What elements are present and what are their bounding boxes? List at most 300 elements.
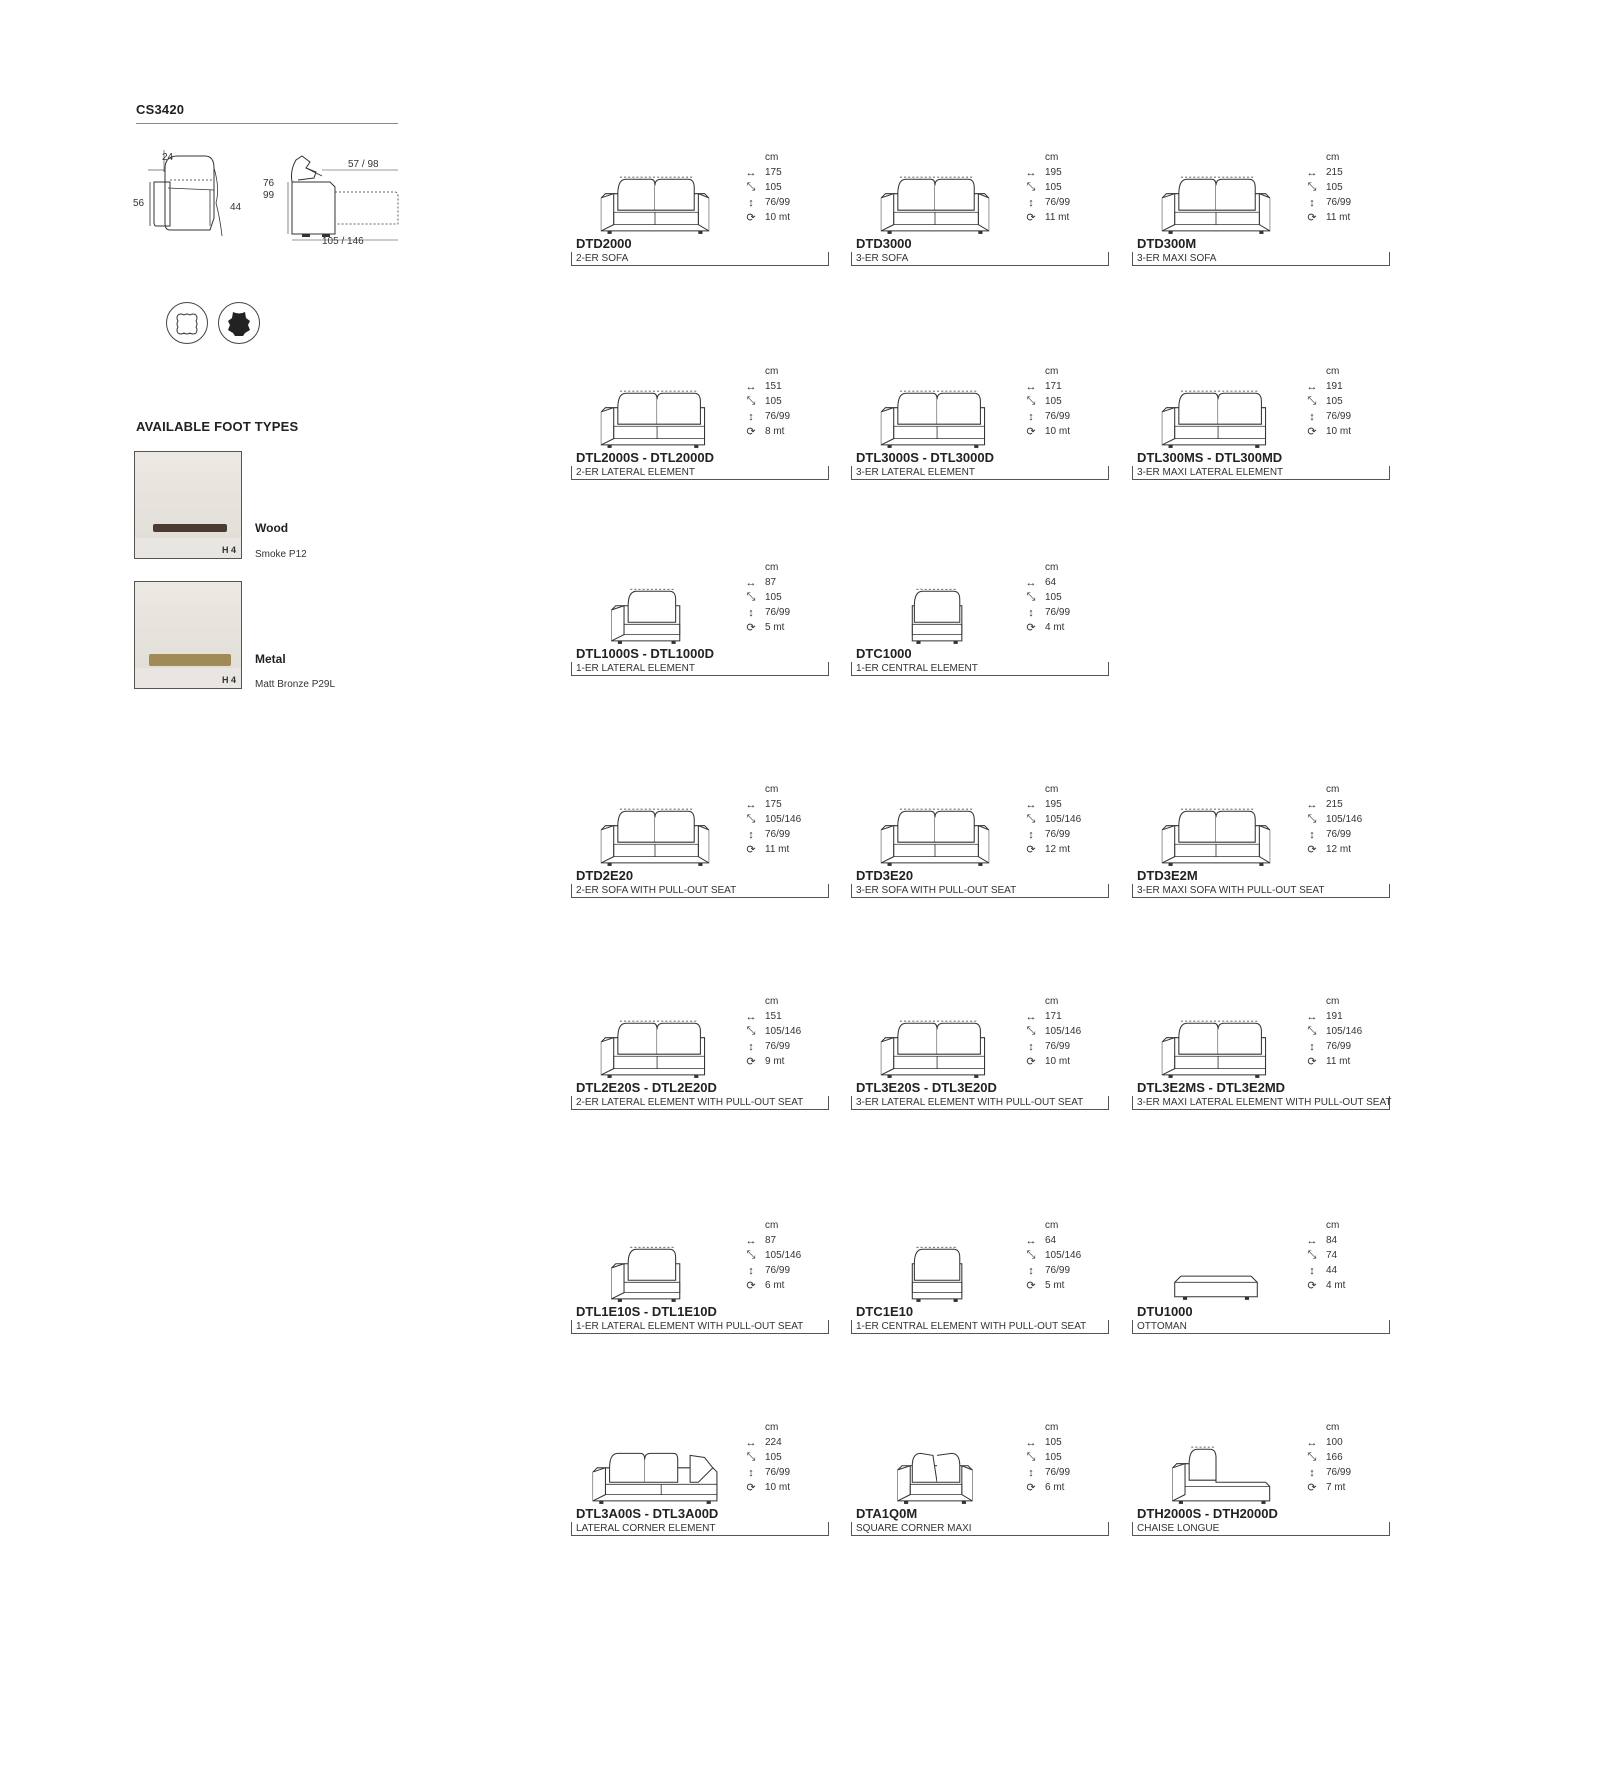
product-drawing: [1152, 378, 1280, 458]
foot-swatch-metal: [134, 581, 242, 689]
spec-unit: cm: [1045, 562, 1059, 573]
product-drawing: [1152, 1434, 1280, 1514]
spec-fabric: ⟳ 9 mt: [741, 1054, 831, 1069]
side-view-diagram: [130, 148, 240, 240]
height-arrow-icon: ↕: [748, 1264, 754, 1277]
foot-height: H 4: [221, 675, 236, 685]
spec-fabric: ⟳ 6 mt: [1021, 1480, 1111, 1495]
product-specs: [1021, 364, 1111, 439]
product-code: DTL3000S - DTL3000D: [856, 450, 994, 465]
foot-types-title: AVAILABLE FOOT TYPES: [136, 419, 299, 434]
product-specs: [1302, 782, 1392, 857]
product-code: DTL2E20S - DTL2E20D: [576, 1080, 717, 1095]
product-drawing: [591, 574, 719, 654]
product-code: DTD2E20: [576, 868, 634, 883]
depth-arrow-icon: ⤡: [746, 591, 756, 603]
product-drawing: [591, 1232, 719, 1312]
product-specs: [1021, 150, 1111, 225]
product-specs: [1302, 994, 1392, 1069]
spec-height: ↕ 76/99: [741, 605, 831, 620]
product-code: DTA1Q0M: [856, 1506, 918, 1521]
spec-height: ↕ 76/99: [1021, 1465, 1111, 1480]
product-specs: [1021, 782, 1111, 857]
spec-fabric: ⟳ 8 mt: [741, 424, 831, 439]
spec-fabric: ⟳ 10 mt: [1021, 1054, 1111, 1069]
height-arrow-icon: ↕: [1028, 606, 1034, 619]
spec-unit: cm: [1326, 1422, 1340, 1433]
product-description: 2-ER LATERAL ELEMENT WITH PULL-OUT SEAT: [571, 1096, 829, 1110]
side-dim-right: 44: [230, 202, 242, 213]
product-specs: [1021, 1218, 1111, 1293]
fabric-meters-icon: ⟳: [1307, 426, 1317, 438]
width-arrow-icon: ↔: [1025, 166, 1037, 179]
width-arrow-icon: ↔: [1025, 576, 1037, 589]
spec-depth: ⤡ 74: [1302, 1248, 1392, 1263]
spec-depth: ⤡ 105: [741, 590, 831, 605]
fabric-meters-icon: ⟳: [746, 1056, 756, 1068]
product-card: [571, 994, 833, 1134]
spec-height: ↕ 76/99: [1302, 195, 1392, 210]
product-specs: [1302, 364, 1392, 439]
width-arrow-icon: ↔: [745, 380, 757, 393]
product-code: DTL3A00S - DTL3A00D: [576, 1506, 719, 1521]
product-specs: [741, 150, 831, 225]
depth-arrow-icon: ⤡: [1307, 1451, 1317, 1463]
foot-finish: Matt Bronze P29L: [255, 679, 336, 690]
product-card: [851, 782, 1113, 922]
spec-width: ↔ 171: [1021, 1009, 1111, 1024]
width-arrow-icon: ↔: [1025, 1436, 1037, 1449]
spec-fabric: ⟳ 5 mt: [741, 620, 831, 635]
foot-name: Wood: [255, 521, 289, 535]
spec-width: ↔ 215: [1302, 165, 1392, 180]
height-arrow-icon: ↕: [748, 606, 754, 619]
spec-unit: cm: [1326, 784, 1340, 795]
product-card: [571, 1218, 833, 1358]
product-drawing: [591, 164, 719, 244]
spec-depth: ⤡ 105: [741, 1450, 831, 1465]
product-drawing: [1152, 1008, 1280, 1088]
product-description: SQUARE CORNER MAXI: [851, 1522, 1109, 1536]
product-drawing: [591, 1008, 719, 1088]
product-card: [571, 560, 833, 700]
width-arrow-icon: ↔: [1306, 1234, 1318, 1247]
product-code: DTL1E10S - DTL1E10D: [576, 1304, 717, 1319]
spec-unit: cm: [765, 996, 779, 1007]
depth-arrow-icon: ⤡: [1026, 813, 1036, 825]
product-specs: [741, 364, 831, 439]
side-dim-left: 56: [133, 198, 145, 209]
product-specs: [1302, 150, 1392, 225]
product-description: 3-ER MAXI SOFA: [1132, 252, 1390, 266]
model-divider: [136, 123, 398, 124]
spec-width: ↔ 195: [1021, 797, 1111, 812]
height-arrow-icon: ↕: [748, 828, 754, 841]
profile-dim-left-b: 99: [263, 190, 275, 201]
model-code: CS3420: [136, 102, 185, 117]
product-specs: [1302, 1420, 1392, 1495]
product-code: DTC1E10: [856, 1304, 914, 1319]
product-drawing: [871, 1232, 999, 1312]
spec-fabric: ⟳ 10 mt: [741, 1480, 831, 1495]
product-description: 1-ER LATERAL ELEMENT WITH PULL-OUT SEAT: [571, 1320, 829, 1334]
depth-arrow-icon: ⤡: [1026, 591, 1036, 603]
width-arrow-icon: ↔: [1025, 380, 1037, 393]
product-drawing: [591, 1434, 719, 1514]
depth-arrow-icon: ⤡: [746, 395, 756, 407]
product-specs: [741, 560, 831, 635]
spec-depth: ⤡ 166: [1302, 1450, 1392, 1465]
product-drawing: [871, 796, 999, 876]
foot-height: H 4: [221, 545, 236, 555]
spec-height: ↕ 44: [1302, 1263, 1392, 1278]
spec-depth: ⤡ 105/146: [1021, 1024, 1111, 1039]
product-description: 3-ER SOFA WITH PULL-OUT SEAT: [851, 884, 1109, 898]
spec-height: ↕ 76/99: [741, 1039, 831, 1054]
product-description: 1-ER CENTRAL ELEMENT: [851, 662, 1109, 676]
spec-unit: cm: [1045, 784, 1059, 795]
product-description: 2-ER LATERAL ELEMENT: [571, 466, 829, 480]
fabric-meters-icon: ⟳: [1307, 844, 1317, 856]
spec-depth: ⤡ 105/146: [1021, 1248, 1111, 1263]
spec-height: ↕ 76/99: [1021, 195, 1111, 210]
depth-arrow-icon: ⤡: [746, 813, 756, 825]
fabric-icon: [166, 302, 208, 344]
spec-fabric: ⟳ 10 mt: [741, 210, 831, 225]
metal-foot: [149, 654, 231, 666]
product-description: 3-ER MAXI SOFA WITH PULL-OUT SEAT: [1132, 884, 1390, 898]
product-drawing: [871, 378, 999, 458]
spec-height: ↕ 76/99: [1021, 1263, 1111, 1278]
product-specs: [1021, 1420, 1111, 1495]
height-arrow-icon: ↕: [1028, 1466, 1034, 1479]
spec-depth: ⤡ 105: [1021, 1450, 1111, 1465]
spec-height: ↕ 76/99: [1021, 605, 1111, 620]
depth-arrow-icon: ⤡: [1026, 1025, 1036, 1037]
fabric-meters-icon: ⟳: [1026, 1280, 1036, 1292]
product-card: [851, 560, 1113, 700]
depth-arrow-icon: ⤡: [1307, 181, 1317, 193]
product-drawing: [1152, 796, 1280, 876]
product-specs: [741, 1420, 831, 1495]
spec-width: ↔ 224: [741, 1435, 831, 1450]
product-code: DTD300M: [1137, 236, 1197, 251]
height-arrow-icon: ↕: [1028, 828, 1034, 841]
product-code: DTL1000S - DTL1000D: [576, 646, 714, 661]
height-arrow-icon: ↕: [748, 196, 754, 209]
spec-depth: ⤡ 105/146: [741, 1248, 831, 1263]
spec-depth: ⤡ 105/146: [1302, 1024, 1392, 1039]
spec-width: ↔ 87: [741, 575, 831, 590]
spec-unit: cm: [765, 1220, 779, 1231]
depth-arrow-icon: ⤡: [1307, 1249, 1317, 1261]
depth-arrow-icon: ⤡: [746, 181, 756, 193]
spec-fabric: ⟳ 12 mt: [1302, 842, 1392, 857]
product-code: DTL2000S - DTL2000D: [576, 450, 714, 465]
product-specs: [1021, 560, 1111, 635]
spec-width: ↔ 215: [1302, 797, 1392, 812]
spec-fabric: ⟳ 11 mt: [1021, 210, 1111, 225]
product-description: 2-ER SOFA WITH PULL-OUT SEAT: [571, 884, 829, 898]
fabric-meters-icon: ⟳: [746, 844, 756, 856]
profile-view-diagram: [270, 152, 405, 242]
product-code: DTL3E20S - DTL3E20D: [856, 1080, 997, 1095]
depth-arrow-icon: ⤡: [1307, 1025, 1317, 1037]
spec-height: ↕ 76/99: [741, 827, 831, 842]
fabric-meters-icon: ⟳: [1026, 212, 1036, 224]
fabric-meters-icon: ⟳: [1026, 426, 1036, 438]
width-arrow-icon: ↔: [745, 1234, 757, 1247]
height-arrow-icon: ↕: [1309, 196, 1315, 209]
spec-unit: cm: [1326, 1220, 1340, 1231]
leather-icon: [218, 302, 260, 344]
foot-name: Metal: [255, 652, 286, 666]
product-description: 3-ER LATERAL ELEMENT WITH PULL-OUT SEAT: [851, 1096, 1109, 1110]
spec-height: ↕ 76/99: [1302, 409, 1392, 424]
width-arrow-icon: ↔: [1306, 1010, 1318, 1023]
fabric-meters-icon: ⟳: [746, 1482, 756, 1494]
spec-height: ↕ 76/99: [1021, 409, 1111, 424]
spec-width: ↔ 87: [741, 1233, 831, 1248]
foot-finish: Smoke P12: [255, 549, 307, 560]
product-card: [851, 150, 1113, 290]
width-arrow-icon: ↔: [745, 1436, 757, 1449]
spec-width: ↔ 105: [1021, 1435, 1111, 1450]
spec-depth: ⤡ 105/146: [741, 812, 831, 827]
product-drawing: [871, 1008, 999, 1088]
product-specs: [1021, 994, 1111, 1069]
spec-width: ↔ 151: [741, 1009, 831, 1024]
spec-width: ↔ 191: [1302, 379, 1392, 394]
wood-foot: [153, 524, 227, 532]
spec-fabric: ⟳ 12 mt: [1021, 842, 1111, 857]
height-arrow-icon: ↕: [1309, 1264, 1315, 1277]
product-specs: [741, 1218, 831, 1293]
product-description: CHAISE LONGUE: [1132, 1522, 1390, 1536]
height-arrow-icon: ↕: [1309, 1040, 1315, 1053]
product-code: DTH2000S - DTH2000D: [1137, 1506, 1278, 1521]
fabric-meters-icon: ⟳: [746, 426, 756, 438]
depth-arrow-icon: ⤡: [1026, 1249, 1036, 1261]
spec-fabric: ⟳ 5 mt: [1021, 1278, 1111, 1293]
spec-depth: ⤡ 105: [1021, 180, 1111, 195]
fabric-meters-icon: ⟳: [746, 622, 756, 634]
product-code: DTD3E2M: [1137, 868, 1198, 883]
product-card: [851, 1218, 1113, 1358]
product-code: DTU1000: [1137, 1304, 1193, 1319]
product-drawing: [1152, 164, 1280, 244]
product-drawing: [1152, 1232, 1280, 1312]
product-description: LATERAL CORNER ELEMENT: [571, 1522, 829, 1536]
spec-unit: cm: [1045, 996, 1059, 1007]
spec-height: ↕ 76/99: [741, 195, 831, 210]
spec-fabric: ⟳ 7 mt: [1302, 1480, 1392, 1495]
product-drawing: [591, 796, 719, 876]
product-drawing: [591, 378, 719, 458]
spec-unit: cm: [765, 784, 779, 795]
product-card: [1132, 994, 1394, 1134]
spec-depth: ⤡ 105: [741, 394, 831, 409]
product-specs: [741, 994, 831, 1069]
spec-height: ↕ 76/99: [1302, 1465, 1392, 1480]
spec-depth: ⤡ 105/146: [1021, 812, 1111, 827]
product-drawing: [871, 1434, 999, 1514]
depth-arrow-icon: ⤡: [746, 1025, 756, 1037]
depth-arrow-icon: ⤡: [1026, 181, 1036, 193]
spec-width: ↔ 64: [1021, 575, 1111, 590]
product-code: DTD3E20: [856, 868, 914, 883]
spec-width: ↔ 191: [1302, 1009, 1392, 1024]
product-description: 3-ER LATERAL ELEMENT: [851, 466, 1109, 480]
height-arrow-icon: ↕: [1028, 196, 1034, 209]
spec-fabric: ⟳ 6 mt: [741, 1278, 831, 1293]
spec-width: ↔ 175: [741, 797, 831, 812]
spec-width: ↔ 84: [1302, 1233, 1392, 1248]
spec-unit: cm: [765, 562, 779, 573]
product-card: [1132, 150, 1394, 290]
side-dim-top: 24: [162, 152, 174, 163]
spec-depth: ⤡ 105/146: [1302, 812, 1392, 827]
product-card: [1132, 782, 1394, 922]
height-arrow-icon: ↕: [748, 410, 754, 423]
spec-width: ↔ 171: [1021, 379, 1111, 394]
fabric-meters-icon: ⟳: [1307, 1056, 1317, 1068]
fabric-meters-icon: ⟳: [1026, 844, 1036, 856]
spec-unit: cm: [1326, 152, 1340, 163]
spec-unit: cm: [765, 152, 779, 163]
fabric-meters-icon: ⟳: [1307, 212, 1317, 224]
width-arrow-icon: ↔: [1306, 380, 1318, 393]
spec-unit: cm: [1045, 152, 1059, 163]
width-arrow-icon: ↔: [745, 798, 757, 811]
spec-height: ↕ 76/99: [741, 1263, 831, 1278]
product-card: [571, 782, 833, 922]
spec-width: ↔ 175: [741, 165, 831, 180]
fabric-meters-icon: ⟳: [746, 212, 756, 224]
spec-fabric: ⟳ 4 mt: [1021, 620, 1111, 635]
spec-depth: ⤡ 105: [741, 180, 831, 195]
depth-arrow-icon: ⤡: [1026, 1451, 1036, 1463]
product-card: [851, 364, 1113, 504]
height-arrow-icon: ↕: [1028, 1040, 1034, 1053]
width-arrow-icon: ↔: [1306, 1436, 1318, 1449]
foot-swatch-wood: [134, 451, 242, 559]
width-arrow-icon: ↔: [745, 576, 757, 589]
product-code: DTD3000: [856, 236, 912, 251]
width-arrow-icon: ↔: [1025, 1010, 1037, 1023]
width-arrow-icon: ↔: [745, 166, 757, 179]
product-card: [851, 1420, 1113, 1560]
spec-fabric: ⟳ 10 mt: [1302, 424, 1392, 439]
product-card: [851, 994, 1113, 1134]
spec-height: ↕ 76/99: [741, 409, 831, 424]
spec-unit: cm: [765, 366, 779, 377]
fabric-meters-icon: ⟳: [1307, 1482, 1317, 1494]
spec-depth: ⤡ 105: [1021, 590, 1111, 605]
width-arrow-icon: ↔: [1306, 166, 1318, 179]
height-arrow-icon: ↕: [1309, 410, 1315, 423]
fabric-meters-icon: ⟳: [1307, 1280, 1317, 1292]
product-description: 3-ER SOFA: [851, 252, 1109, 266]
product-drawing: [871, 164, 999, 244]
fabric-meters-icon: ⟳: [1026, 1482, 1036, 1494]
profile-dim-bottom: 105 / 146: [322, 236, 364, 247]
depth-arrow-icon: ⤡: [1026, 395, 1036, 407]
spec-fabric: ⟳ 11 mt: [1302, 1054, 1392, 1069]
spec-unit: cm: [1326, 366, 1340, 377]
product-description: OTTOMAN: [1132, 1320, 1390, 1334]
fabric-meters-icon: ⟳: [746, 1280, 756, 1292]
product-drawing: [871, 574, 999, 654]
height-arrow-icon: ↕: [748, 1040, 754, 1053]
product-code: DTC1000: [856, 646, 912, 661]
spec-height: ↕ 76/99: [1021, 827, 1111, 842]
spec-fabric: ⟳ 11 mt: [741, 842, 831, 857]
depth-arrow-icon: ⤡: [1307, 395, 1317, 407]
spec-unit: cm: [765, 1422, 779, 1433]
product-description: 3-ER MAXI LATERAL ELEMENT WITH PULL-OUT SEAT: [1132, 1096, 1390, 1110]
spec-fabric: ⟳ 11 mt: [1302, 210, 1392, 225]
spec-height: ↕ 76/99: [741, 1465, 831, 1480]
spec-width: ↔ 64: [1021, 1233, 1111, 1248]
width-arrow-icon: ↔: [1025, 1234, 1037, 1247]
product-code: DTL3E2MS - DTL3E2MD: [1137, 1080, 1286, 1095]
spec-width: ↔ 100: [1302, 1435, 1392, 1450]
profile-dim-left-a: 76: [263, 178, 275, 189]
width-arrow-icon: ↔: [745, 1010, 757, 1023]
product-card: [571, 364, 833, 504]
width-arrow-icon: ↔: [1306, 798, 1318, 811]
spec-height: ↕ 76/99: [1302, 827, 1392, 842]
height-arrow-icon: ↕: [1309, 828, 1315, 841]
height-arrow-icon: ↕: [1309, 1466, 1315, 1479]
height-arrow-icon: ↕: [1028, 410, 1034, 423]
spec-depth: ⤡ 105: [1302, 394, 1392, 409]
spec-height: ↕ 76/99: [1302, 1039, 1392, 1054]
height-arrow-icon: ↕: [748, 1466, 754, 1479]
profile-dim-top: 57 / 98: [348, 159, 379, 170]
spec-fabric: ⟳ 10 mt: [1021, 424, 1111, 439]
product-description: 2-ER SOFA: [571, 252, 829, 266]
product-specs: [741, 782, 831, 857]
fabric-meters-icon: ⟳: [1026, 1056, 1036, 1068]
product-card: [1132, 1420, 1394, 1560]
fabric-meters-icon: ⟳: [1026, 622, 1036, 634]
spec-unit: cm: [1045, 366, 1059, 377]
product-card: [1132, 1218, 1394, 1358]
product-card: [571, 150, 833, 290]
spec-unit: cm: [1045, 1422, 1059, 1433]
depth-arrow-icon: ⤡: [1307, 813, 1317, 825]
depth-arrow-icon: ⤡: [746, 1249, 756, 1261]
product-card: [1132, 364, 1394, 504]
product-card: [571, 1420, 833, 1560]
product-description: 3-ER MAXI LATERAL ELEMENT: [1132, 466, 1390, 480]
spec-width: ↔ 151: [741, 379, 831, 394]
spec-depth: ⤡ 105: [1302, 180, 1392, 195]
spec-width: ↔ 195: [1021, 165, 1111, 180]
depth-arrow-icon: ⤡: [746, 1451, 756, 1463]
spec-height: ↕ 76/99: [1021, 1039, 1111, 1054]
product-description: 1-ER CENTRAL ELEMENT WITH PULL-OUT SEAT: [851, 1320, 1109, 1334]
product-code: DTD2000: [576, 236, 632, 251]
product-description: 1-ER LATERAL ELEMENT: [571, 662, 829, 676]
spec-fabric: ⟳ 4 mt: [1302, 1278, 1392, 1293]
width-arrow-icon: ↔: [1025, 798, 1037, 811]
height-arrow-icon: ↕: [1028, 1264, 1034, 1277]
spec-unit: cm: [1045, 1220, 1059, 1231]
spec-depth: ⤡ 105/146: [741, 1024, 831, 1039]
